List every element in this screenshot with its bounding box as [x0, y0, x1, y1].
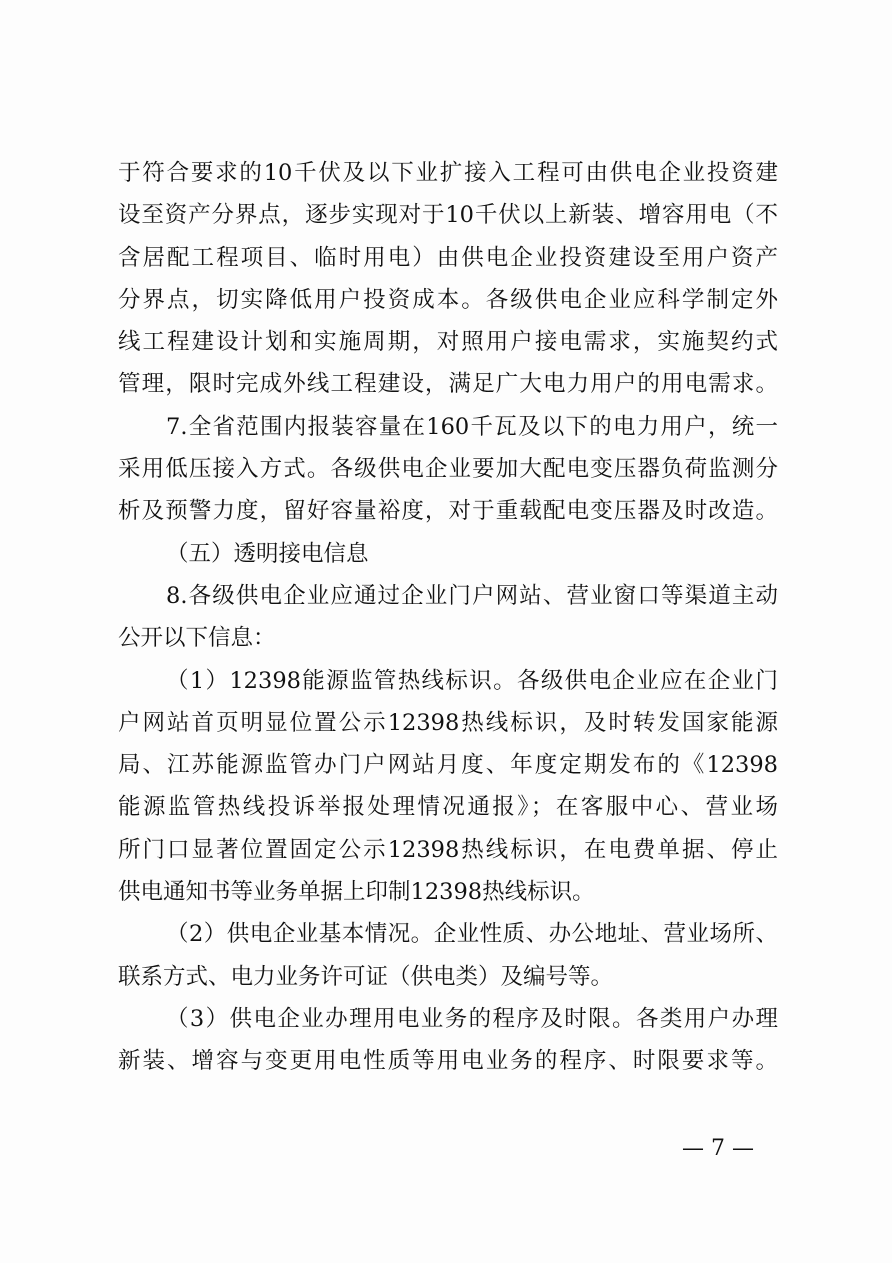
text-line: 所门口显著位置固定公示12398热线标识，在电费单据、停止 [118, 836, 778, 863]
body-text [118, 152, 778, 1083]
text-line: 能源监管热线投诉举报处理情况通报》；在客服中心、营业场 [118, 794, 778, 821]
text-line: 8.各级供电企业应通过企业门户网站、营业窗口等渠道主动 [166, 582, 778, 609]
text-line: 新装、增容与变更用电性质等用电业务的程序、时限要求等。 [118, 1048, 778, 1075]
text-line: 设至资产分界点，逐步实现对于10千伏以上新装、增容用电（不 [118, 202, 778, 229]
text-line: 联系方式、电力业务许可证（供电类）及编号等。 [118, 963, 614, 990]
text-line: 供电通知书等业务单据上印制12398热线标识。 [118, 879, 595, 906]
text-line: （2）供电企业基本情况。企业性质、办公地址、营业场所、 [166, 921, 778, 948]
text-line: 7.全省范围内报装容量在160千瓦及以下的电力用户，统一 [166, 413, 778, 440]
text-line: 于符合要求的10千伏及以下业扩接入工程可由供电企业投资建 [118, 160, 778, 186]
text-line: 线工程建设计划和实施周期，对照用户接电需求，实施契约式 [118, 329, 778, 356]
section-heading: （五）透明接电信息 [166, 540, 369, 567]
text-line: 采用低压接入方式。各级供电企业要加大配电变压器负荷监测分 [118, 456, 778, 483]
text-line: （1）12398能源监管热线标识。各级供电企业应在企业门 [166, 667, 778, 694]
text-line: 析及预警力度，留好容量裕度，对于重载配电变压器及时改造。 [118, 498, 778, 525]
text-line: 局、江苏能源监管办门户网站月度、年度定期发布的《12398 [118, 752, 778, 779]
text-line: 管理，限时完成外线工程建设，满足广大电力用户的用电需求。 [118, 371, 778, 398]
page-number: — 7 — [682, 1136, 754, 1161]
text-line: 分界点，切实降低用户投资成本。各级供电企业应科学制定外 [118, 286, 778, 313]
text-line: 含居配工程项目、临时用电）由供电企业投资建设至用户资产 [118, 244, 778, 271]
text-line: 户网站首页明显位置公示12398热线标识，及时转发国家能源 [118, 709, 778, 736]
text-line: 公开以下信息： [118, 625, 276, 652]
text-line: （3）供电企业办理用电业务的程序及时限。各类用户办理 [166, 1005, 778, 1032]
